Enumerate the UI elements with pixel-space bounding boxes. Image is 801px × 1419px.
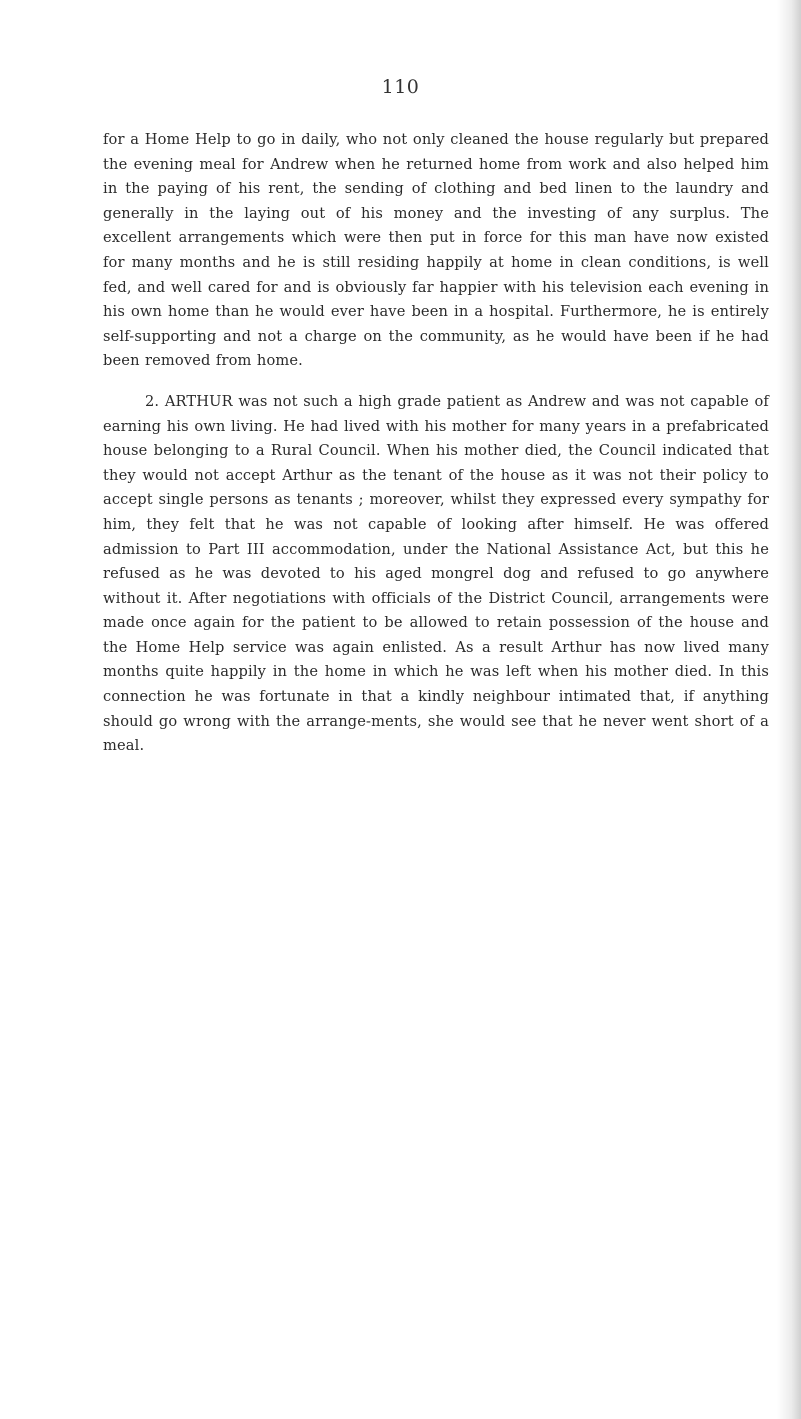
page-number: 110	[381, 76, 420, 98]
paragraph-andrew-continued: for a Home Help to go in daily, who not only cleaned the house regularly but prepared the evening meal for Andrew when he returned home from work and also helped him in the paying of his rent, the sending of clothing and bed linen to the laundry and generally in the laying out of his money and the investing of any surplus. The excellent arrangements which were then put in force for this man have now existed for many months and he is still residing happily at home in clean conditions, is well fed, and well cared for and is obviously far happier with his television each evening in his own home than he would ever have been in a hospital. Furthermore, he is entirely self-supporting and not a charge on the community, as he would have been if he had been removed from home.	[103, 131, 769, 370]
page-edge-shadow	[777, 0, 801, 1419]
body-text	[103, 128, 769, 775]
paragraph-arthur: 2. ARTHUR was not such a high grade patient as Andrew and was not capable of earning his own living. He had lived with his mother for many years in a prefabricated house belonging to a Rural Council. When his mother died, the Council indicated that they would not accept Arthur as the tenant of the house as it was not their policy to accept single persons as tenants ; moreover, whilst they expressed every sympathy for him, they felt that he was not capable of looking after himself. He was offered admission to Part III accommodation, under the National Assistance Act, but this he refused as he was devoted to his aged mongrel dog and refused to go anywhere without it. After negotiations with officials of the District Council, arrangements were made once again for the patient to be allowed to retain possession of the house and the Home Help service was again enlisted. As a result Arthur has now lived many months quite happily in the home in which he was left when his mother died. In this connection he was fortunate in that a kindly neighbour intimated that, if anything should go wrong with the arrange-ments, she would see that he never went short of a meal.	[103, 392, 769, 755]
